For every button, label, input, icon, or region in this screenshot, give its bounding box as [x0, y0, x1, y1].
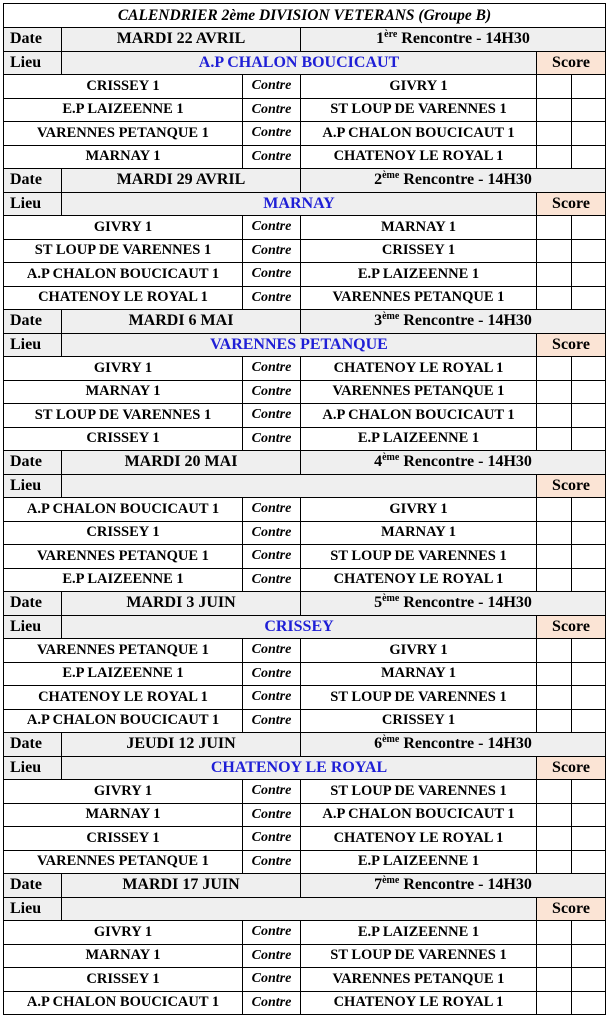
home-team: CRISSEY 1 — [4, 827, 243, 851]
away-score-cell[interactable] — [572, 122, 606, 146]
home-score-cell[interactable] — [537, 780, 572, 804]
home-score-cell[interactable] — [537, 145, 572, 169]
away-team: MARNAY 1 — [301, 216, 537, 240]
home-score-cell[interactable] — [537, 921, 572, 945]
away-score-cell[interactable] — [572, 545, 606, 569]
home-team: E.P LAIZEENNE 1 — [4, 568, 243, 592]
home-score-cell[interactable] — [537, 498, 572, 522]
away-team: CHATENOY LE ROYAL 1 — [301, 145, 537, 169]
contre-label: Contre — [243, 568, 301, 592]
away-score-cell[interactable] — [572, 850, 606, 874]
home-team: A.P CHALON BOUCICAUT 1 — [4, 263, 243, 287]
away-team: VARENNES PETANQUE 1 — [301, 380, 537, 404]
home-team: A.P CHALON BOUCICAUT 1 — [4, 709, 243, 733]
contre-label: Contre — [243, 75, 301, 99]
round-lieu-row — [4, 756, 606, 780]
away-team: CRISSEY 1 — [301, 239, 537, 263]
away-score-cell[interactable] — [572, 686, 606, 710]
round-date-row — [4, 451, 606, 475]
home-score-cell[interactable] — [537, 239, 572, 263]
round-ordinal-suffix: ème — [382, 593, 400, 605]
contre-label: Contre — [243, 286, 301, 310]
round-ordinal-suffix: ère — [384, 29, 398, 41]
round-rencontre-text: Rencontre - 14H30 — [397, 30, 530, 48]
score-label: Score — [537, 615, 606, 639]
round-venue: VARENNES PETANQUE — [62, 333, 537, 357]
away-team: CHATENOY LE ROYAL 1 — [301, 991, 537, 1015]
home-team: ST LOUP DE VARENNES 1 — [4, 404, 243, 428]
match-row — [4, 662, 606, 686]
away-team: GIVRY 1 — [301, 75, 537, 99]
contre-label: Contre — [243, 98, 301, 122]
match-row — [4, 568, 606, 592]
home-team: MARNAY 1 — [4, 145, 243, 169]
round-number: 7 — [374, 876, 383, 894]
contre-label: Contre — [243, 263, 301, 287]
lieu-label: Lieu — [4, 192, 62, 216]
round-rencontre-text: Rencontre - 14H30 — [399, 312, 532, 330]
away-score-cell[interactable] — [572, 357, 606, 381]
away-team: ST LOUP DE VARENNES 1 — [301, 780, 537, 804]
round-date: MARDI 17 JUIN — [62, 874, 301, 898]
round-lieu-row — [4, 51, 606, 75]
home-score-cell[interactable] — [537, 545, 572, 569]
match-row — [4, 639, 606, 663]
away-team: GIVRY 1 — [301, 498, 537, 522]
round-lieu-row — [4, 615, 606, 639]
date-label: Date — [4, 28, 62, 52]
round-ordinal-suffix: ème — [382, 452, 400, 464]
round-date: MARDI 20 MAI — [62, 451, 301, 475]
round-venue — [62, 897, 537, 921]
home-team: A.P CHALON BOUCICAUT 1 — [4, 991, 243, 1015]
calendar-sheet — [3, 3, 605, 1015]
contre-label: Contre — [243, 380, 301, 404]
round-date-row — [4, 592, 606, 616]
home-score-cell[interactable] — [537, 991, 572, 1015]
round-ordinal-suffix: ème — [382, 734, 400, 746]
home-team: VARENNES PETANQUE 1 — [4, 850, 243, 874]
match-row — [4, 498, 606, 522]
round-rencontre — [301, 592, 606, 616]
away-score-cell[interactable] — [572, 427, 606, 451]
away-team: CHATENOY LE ROYAL 1 — [301, 827, 537, 851]
round-number: 5 — [374, 594, 383, 612]
away-score-cell[interactable] — [572, 498, 606, 522]
round-rencontre-text: Rencontre - 14H30 — [399, 171, 532, 189]
away-team: E.P LAIZEENNE 1 — [301, 263, 537, 287]
lieu-label: Lieu — [4, 756, 62, 780]
away-score-cell[interactable] — [572, 239, 606, 263]
away-score-cell[interactable] — [572, 944, 606, 968]
away-team: ST LOUP DE VARENNES 1 — [301, 545, 537, 569]
match-row — [4, 686, 606, 710]
calendar-table — [3, 3, 606, 1015]
home-score-cell[interactable] — [537, 639, 572, 663]
home-team: CRISSEY 1 — [4, 427, 243, 451]
home-team: CRISSEY 1 — [4, 521, 243, 545]
date-label: Date — [4, 169, 62, 193]
away-score-cell[interactable] — [572, 827, 606, 851]
calendar-body — [4, 4, 606, 1015]
match-row — [4, 921, 606, 945]
away-score-cell[interactable] — [572, 263, 606, 287]
contre-label: Contre — [243, 709, 301, 733]
home-score-cell[interactable] — [537, 827, 572, 851]
calendar-title: CALENDRIER 2ème DIVISION VETERANS (Groupe B) — [4, 4, 606, 28]
away-team: VARENNES PETANQUE 1 — [301, 968, 537, 992]
away-score-cell[interactable] — [572, 216, 606, 240]
match-row — [4, 98, 606, 122]
round-venue: CRISSEY — [62, 615, 537, 639]
home-score-cell[interactable] — [537, 404, 572, 428]
away-team: A.P CHALON BOUCICAUT 1 — [301, 122, 537, 146]
home-score-cell[interactable] — [537, 216, 572, 240]
home-team: CHATENOY LE ROYAL 1 — [4, 286, 243, 310]
match-row — [4, 968, 606, 992]
round-ordinal-suffix: ème — [382, 875, 400, 887]
round-date-row — [4, 310, 606, 334]
contre-label: Contre — [243, 780, 301, 804]
contre-label: Contre — [243, 404, 301, 428]
score-label: Score — [537, 756, 606, 780]
away-team: VARENNES PETANQUE 1 — [301, 286, 537, 310]
lieu-label: Lieu — [4, 333, 62, 357]
home-team: MARNAY 1 — [4, 803, 243, 827]
round-venue: CHATENOY LE ROYAL — [62, 756, 537, 780]
home-team: MARNAY 1 — [4, 944, 243, 968]
home-score-cell[interactable] — [537, 122, 572, 146]
round-date: MARDI 6 MAI — [62, 310, 301, 334]
away-score-cell[interactable] — [572, 380, 606, 404]
match-row — [4, 803, 606, 827]
score-label: Score — [537, 333, 606, 357]
round-date: JEUDI 12 JUIN — [62, 733, 301, 757]
match-row — [4, 75, 606, 99]
home-team: A.P CHALON BOUCICAUT 1 — [4, 498, 243, 522]
date-label: Date — [4, 874, 62, 898]
away-team: E.P LAIZEENNE 1 — [301, 921, 537, 945]
score-label: Score — [537, 51, 606, 75]
contre-label: Contre — [243, 803, 301, 827]
contre-label: Contre — [243, 545, 301, 569]
round-venue: MARNAY — [62, 192, 537, 216]
away-score-cell[interactable] — [572, 780, 606, 804]
home-score-cell[interactable] — [537, 686, 572, 710]
away-team: A.P CHALON BOUCICAUT 1 — [301, 803, 537, 827]
home-score-cell[interactable] — [537, 357, 572, 381]
round-date: MARDI 22 AVRIL — [62, 28, 301, 52]
home-score-cell[interactable] — [537, 968, 572, 992]
away-team: ST LOUP DE VARENNES 1 — [301, 686, 537, 710]
match-row — [4, 850, 606, 874]
home-team: GIVRY 1 — [4, 921, 243, 945]
home-team: GIVRY 1 — [4, 357, 243, 381]
home-score-cell[interactable] — [537, 521, 572, 545]
score-label: Score — [537, 192, 606, 216]
lieu-label: Lieu — [4, 51, 62, 75]
away-score-cell[interactable] — [572, 145, 606, 169]
score-label: Score — [537, 474, 606, 498]
round-number: 6 — [374, 735, 383, 753]
away-team: MARNAY 1 — [301, 662, 537, 686]
round-rencontre-text: Rencontre - 14H30 — [399, 453, 532, 471]
match-row — [4, 122, 606, 146]
away-score-cell[interactable] — [572, 286, 606, 310]
contre-label: Contre — [243, 662, 301, 686]
home-team: CHATENOY LE ROYAL 1 — [4, 686, 243, 710]
round-number: 1 — [376, 30, 385, 48]
round-ordinal-suffix: ème — [382, 311, 400, 323]
away-score-cell[interactable] — [572, 709, 606, 733]
round-lieu-row — [4, 474, 606, 498]
contre-label: Contre — [243, 122, 301, 146]
round-rencontre — [301, 169, 606, 193]
contre-label: Contre — [243, 639, 301, 663]
contre-label: Contre — [243, 850, 301, 874]
home-score-cell[interactable] — [537, 98, 572, 122]
away-score-cell[interactable] — [572, 662, 606, 686]
away-score-cell[interactable] — [572, 803, 606, 827]
home-team: ST LOUP DE VARENNES 1 — [4, 239, 243, 263]
match-row — [4, 427, 606, 451]
round-rencontre-text: Rencontre - 14H30 — [399, 876, 532, 894]
home-score-cell[interactable] — [537, 850, 572, 874]
match-row — [4, 286, 606, 310]
away-team: ST LOUP DE VARENNES 1 — [301, 98, 537, 122]
home-score-cell[interactable] — [537, 803, 572, 827]
match-row — [4, 404, 606, 428]
round-lieu-row — [4, 897, 606, 921]
home-score-cell[interactable] — [537, 944, 572, 968]
round-lieu-row — [4, 333, 606, 357]
contre-label: Contre — [243, 921, 301, 945]
round-date-row — [4, 733, 606, 757]
home-score-cell[interactable] — [537, 709, 572, 733]
lieu-label: Lieu — [4, 897, 62, 921]
home-team: VARENNES PETANQUE 1 — [4, 639, 243, 663]
contre-label: Contre — [243, 498, 301, 522]
date-label: Date — [4, 451, 62, 475]
away-score-cell[interactable] — [572, 639, 606, 663]
match-row — [4, 991, 606, 1015]
home-team: CRISSEY 1 — [4, 968, 243, 992]
away-team: E.P LAIZEENNE 1 — [301, 850, 537, 874]
round-venue — [62, 474, 537, 498]
away-score-cell[interactable] — [572, 921, 606, 945]
away-team: CHATENOY LE ROYAL 1 — [301, 568, 537, 592]
contre-label: Contre — [243, 427, 301, 451]
title-row — [4, 4, 606, 28]
home-team: E.P LAIZEENNE 1 — [4, 98, 243, 122]
match-row — [4, 263, 606, 287]
round-date-row — [4, 874, 606, 898]
contre-label: Contre — [243, 827, 301, 851]
away-team: GIVRY 1 — [301, 639, 537, 663]
contre-label: Contre — [243, 944, 301, 968]
away-team: E.P LAIZEENNE 1 — [301, 427, 537, 451]
round-date-row — [4, 28, 606, 52]
match-row — [4, 521, 606, 545]
round-number: 4 — [374, 453, 383, 471]
round-lieu-row — [4, 192, 606, 216]
match-row — [4, 216, 606, 240]
round-rencontre — [301, 28, 606, 52]
match-row — [4, 145, 606, 169]
match-row — [4, 357, 606, 381]
home-score-cell[interactable] — [537, 263, 572, 287]
round-venue: A.P CHALON BOUCICAUT — [62, 51, 537, 75]
contre-label: Contre — [243, 968, 301, 992]
away-team: CHATENOY LE ROYAL 1 — [301, 357, 537, 381]
date-label: Date — [4, 310, 62, 334]
round-ordinal-suffix: ème — [382, 170, 400, 182]
round-rencontre — [301, 874, 606, 898]
away-team: A.P CHALON BOUCICAUT 1 — [301, 404, 537, 428]
round-number: 2 — [374, 171, 383, 189]
round-number: 3 — [374, 312, 383, 330]
contre-label: Contre — [243, 991, 301, 1015]
away-team: MARNAY 1 — [301, 521, 537, 545]
round-date: MARDI 29 AVRIL — [62, 169, 301, 193]
score-label: Score — [537, 897, 606, 921]
home-team: CRISSEY 1 — [4, 75, 243, 99]
away-team: CRISSEY 1 — [301, 709, 537, 733]
contre-label: Contre — [243, 239, 301, 263]
home-team: VARENNES PETANQUE 1 — [4, 545, 243, 569]
away-score-cell[interactable] — [572, 991, 606, 1015]
away-score-cell[interactable] — [572, 75, 606, 99]
home-score-cell[interactable] — [537, 662, 572, 686]
match-row — [4, 545, 606, 569]
round-rencontre — [301, 733, 606, 757]
lieu-label: Lieu — [4, 474, 62, 498]
match-row — [4, 780, 606, 804]
contre-label: Contre — [243, 521, 301, 545]
round-rencontre — [301, 310, 606, 334]
contre-label: Contre — [243, 145, 301, 169]
date-label: Date — [4, 592, 62, 616]
round-rencontre-text: Rencontre - 14H30 — [399, 594, 532, 612]
round-date-row — [4, 169, 606, 193]
date-label: Date — [4, 733, 62, 757]
away-score-cell[interactable] — [572, 968, 606, 992]
round-rencontre-text: Rencontre - 14H30 — [399, 735, 532, 753]
home-score-cell[interactable] — [537, 286, 572, 310]
home-team: GIVRY 1 — [4, 780, 243, 804]
away-score-cell[interactable] — [572, 98, 606, 122]
contre-label: Contre — [243, 357, 301, 381]
contre-label: Contre — [243, 686, 301, 710]
home-team: GIVRY 1 — [4, 216, 243, 240]
home-score-cell[interactable] — [537, 75, 572, 99]
home-score-cell[interactable] — [537, 568, 572, 592]
match-row — [4, 827, 606, 851]
home-score-cell[interactable] — [537, 427, 572, 451]
match-row — [4, 239, 606, 263]
away-score-cell[interactable] — [572, 568, 606, 592]
lieu-label: Lieu — [4, 615, 62, 639]
home-team: MARNAY 1 — [4, 380, 243, 404]
round-date: MARDI 3 JUIN — [62, 592, 301, 616]
match-row — [4, 709, 606, 733]
match-row — [4, 944, 606, 968]
away-score-cell[interactable] — [572, 521, 606, 545]
home-team: VARENNES PETANQUE 1 — [4, 122, 243, 146]
home-score-cell[interactable] — [537, 380, 572, 404]
home-team: E.P LAIZEENNE 1 — [4, 662, 243, 686]
away-score-cell[interactable] — [572, 404, 606, 428]
round-rencontre — [301, 451, 606, 475]
match-row — [4, 380, 606, 404]
away-team: ST LOUP DE VARENNES 1 — [301, 944, 537, 968]
contre-label: Contre — [243, 216, 301, 240]
